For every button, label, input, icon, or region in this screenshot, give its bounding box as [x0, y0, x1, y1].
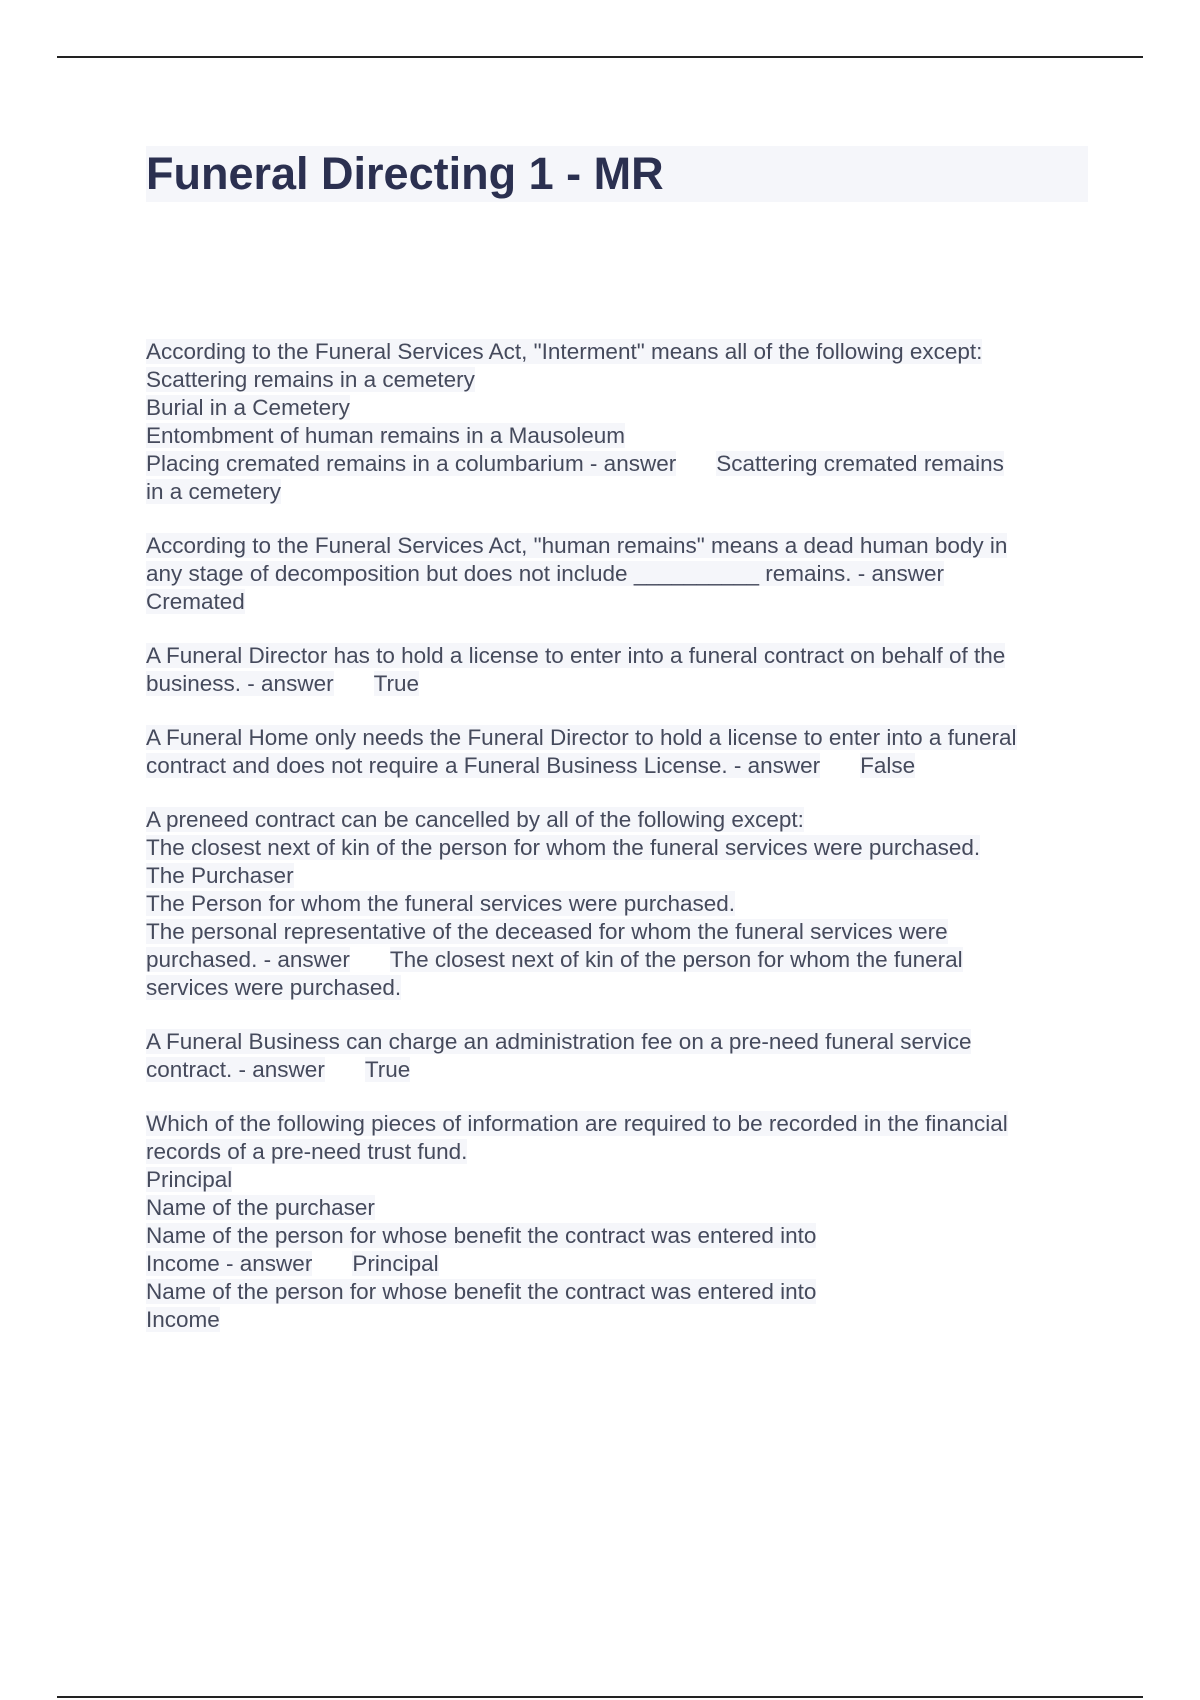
answer-text: Principal — [352, 1251, 439, 1276]
answer-text: The closest next of kin of the person for whom the funeral — [389, 947, 963, 972]
question-text: records of a pre-need trust fund. — [146, 1139, 468, 1164]
qa-item-4 — [146, 724, 1096, 780]
top-rule — [57, 56, 1143, 58]
option-text: purchased. - answer — [146, 947, 350, 972]
question-text: contract. - answer — [146, 1057, 325, 1082]
question-text: any stage of decomposition but does not include __________ remains. - answer — [146, 561, 945, 586]
option-text: Burial in a Cemetery — [146, 395, 350, 420]
answer-text: Name of the person for whose benefit the contract was entered into — [146, 1279, 817, 1304]
question-text: A Funeral Director has to hold a license to enter into a funeral contract on behalf of the — [146, 643, 1006, 668]
answer-text: False — [860, 753, 916, 778]
option-text: The closest next of kin of the person for whom the funeral services were purchased. — [146, 835, 981, 860]
answer-text: in a cemetery — [146, 479, 282, 504]
qa-item-2 — [146, 532, 1096, 616]
question-text: A preneed contract can be cancelled by all of the following except: — [146, 807, 804, 832]
qa-item-6 — [146, 1028, 1096, 1084]
answer-text: Income — [146, 1307, 220, 1332]
bottom-rule — [57, 1696, 1143, 1698]
answer-text: Scattering cremated remains — [716, 451, 1004, 476]
answer-text: Cremated — [146, 589, 245, 614]
option-text: Name of the purchaser — [146, 1195, 375, 1220]
qa-item-7 — [146, 1110, 1096, 1334]
qa-item-1 — [146, 338, 1096, 506]
question-text: contract and does not require a Funeral Business License. - answer — [146, 753, 821, 778]
option-text: Name of the person for whose benefit the contract was entered into — [146, 1223, 817, 1248]
question-text: According to the Funeral Services Act, "Interment" means all of the following except: — [146, 339, 983, 364]
page-title: Funeral Directing 1 - MR — [146, 148, 664, 199]
qa-item-3 — [146, 642, 1096, 698]
question-text: Which of the following pieces of information are required to be recorded in the financial — [146, 1111, 1008, 1136]
qa-item-5 — [146, 806, 1096, 1002]
question-text: business. - answer — [146, 671, 334, 696]
option-text: The Person for whom the funeral services were purchased. — [146, 891, 736, 916]
option-text: Income - answer — [146, 1251, 313, 1276]
title-block — [146, 146, 1088, 202]
answer-text: True — [373, 671, 420, 696]
option-text: Entombment of human remains in a Mausoleum — [146, 423, 625, 448]
question-text: A Funeral Business can charge an administration fee on a pre-need funeral service — [146, 1029, 972, 1054]
question-text: A Funeral Home only needs the Funeral Director to hold a license to enter into a funeral — [146, 725, 1017, 750]
option-text: Principal — [146, 1167, 233, 1192]
qa-content — [146, 338, 1096, 1360]
option-text: The personal representative of the deceased for whom the funeral services were — [146, 919, 948, 944]
option-text: Placing cremated remains in a columbarium - answer — [146, 451, 677, 476]
option-text: The Purchaser — [146, 863, 294, 888]
option-text: Scattering remains in a cemetery — [146, 367, 475, 392]
answer-text: services were purchased. — [146, 975, 402, 1000]
question-text: According to the Funeral Services Act, "human remains" means a dead human body in — [146, 533, 1008, 558]
answer-text: True — [364, 1057, 411, 1082]
